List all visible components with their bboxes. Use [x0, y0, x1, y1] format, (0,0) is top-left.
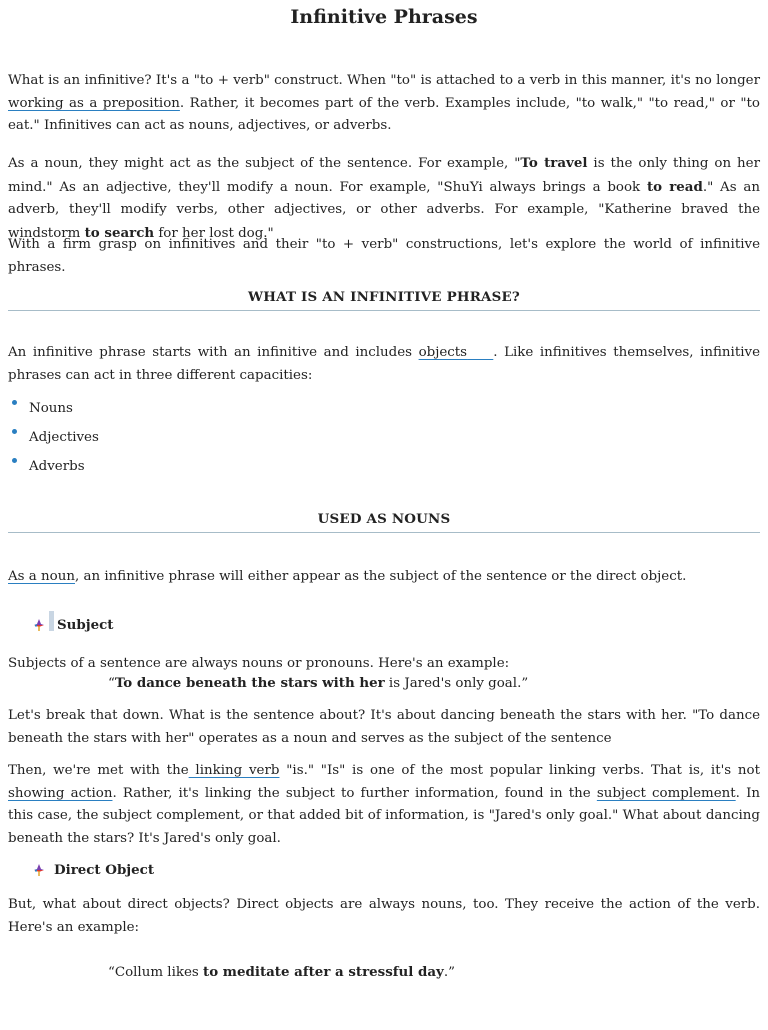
list-item-label: Adjectives	[29, 430, 99, 445]
text: . Like infinitives themselves, infinitive phrases can act in three different capacities:	[8, 345, 760, 383]
text: , an infinitive phrase will either appear as the subject of the sentence or the direct object.	[74, 569, 687, 584]
bullet-icon	[12, 429, 17, 434]
subheading-label: Direct Object	[54, 862, 155, 878]
linking-verb-link[interactable]: linking verb	[188, 763, 280, 778]
text: As a noun, they might act as the subject of the sentence. For example, "	[8, 156, 521, 171]
text: . Rather, it's linking the subject to further information, found in the	[112, 785, 597, 801]
capacities-list	[8, 398, 99, 485]
objects-link-space[interactable]	[467, 345, 493, 360]
text: "is." "Is" is one of the most popular linking verbs. That is, it's not	[279, 763, 761, 778]
section-heading-used-as-nouns: USED AS NOUNS	[8, 508, 760, 533]
text: . In this case, the subject complement, or that added bit of information, is "Jared's only goal." What about dancing beneath the stars? It's Jared's only goal.	[8, 785, 760, 846]
bullet-icon	[12, 458, 17, 463]
bold-example: to search	[84, 224, 155, 241]
text: An infinitive phrase starts with an infinitive and includes	[8, 345, 419, 360]
subject-subheading	[32, 614, 113, 637]
text: . Rather, it becomes part of the verb. Examples include, "to walk," "to read," or "to eat." Infinitives can act as nouns, adjectives, or adverbs.	[8, 95, 760, 133]
intro-paragraph-3: With a firm grasp on infinitives and their "to + verb" constructions, let's explore the world of infinitive phrases.	[8, 237, 760, 275]
text: “Collum likes	[108, 965, 204, 980]
text: Then, we're met with the	[8, 763, 189, 778]
text: is the only thing on her mind." As an adjective, they'll modify a noun. For example, "ShuYi always brings a book	[8, 156, 760, 195]
showing-action-link[interactable]: showing action	[8, 785, 113, 801]
text: for her lost dog."	[154, 225, 274, 241]
breakdown-paragraph: Let's break that down. What is the sentence about? It's about dancing beneath the stars with her. "To dance beneath the stars with her" operates as a noun and serves as the subject of the sentence	[8, 708, 760, 746]
list-item	[8, 427, 99, 456]
bold-example: to read	[646, 178, 703, 195]
bold-example: To travel	[520, 155, 588, 171]
bullet-icon	[12, 400, 17, 405]
subject-example-quote	[108, 672, 528, 696]
text: ." As an adverb, they'll modify verbs, other adjectives, or other adverbs. For example, "Katherine braved the windstorm	[8, 179, 760, 241]
intro-paragraph-1	[8, 70, 760, 138]
intro-paragraph-2	[8, 152, 760, 245]
document-page	[8, 6, 761, 980]
list-item	[8, 456, 99, 485]
subject-paragraph: Subjects of a sentence are always nouns or pronouns. Here's an example:	[8, 656, 510, 671]
bold-example: To dance beneath the stars with her	[114, 675, 385, 691]
text: What is an infinitive? It's a "to + verb" construct. When "to" is attached to a verb in this manner, it's no longer	[8, 73, 760, 88]
objects-link[interactable]: objects	[418, 345, 468, 360]
direct-object-paragraph: But, what about direct objects? Direct objects are always nouns, too. They receive the action of the verb. Here's an example:	[8, 897, 760, 935]
direct-object-subheading	[32, 859, 154, 882]
subject-complement-link[interactable]: subject complement	[596, 785, 736, 801]
pushpin-icon	[32, 863, 46, 877]
text: is Jared's only goal.”	[384, 676, 529, 691]
pushpin-icon	[32, 618, 46, 632]
marker-bar	[49, 611, 54, 631]
list-item-label: Adverbs	[29, 459, 85, 474]
working-as-preposition-link[interactable]: working as a preposition	[8, 95, 180, 111]
section1-paragraph	[8, 342, 760, 387]
text: .”	[443, 965, 455, 980]
section2-paragraph	[8, 566, 760, 589]
bold-example: to meditate after a stressful day	[203, 964, 444, 980]
as-a-noun-link[interactable]: As a noun	[8, 569, 75, 584]
text: “	[108, 676, 115, 691]
subheading-label: Subject	[57, 617, 114, 633]
list-item-label: Nouns	[29, 401, 73, 416]
direct-object-example-quote	[108, 961, 455, 985]
page-title: Infinitive Phrases	[290, 6, 478, 28]
list-item	[8, 398, 99, 427]
section-heading-what-is: WHAT IS AN INFINITIVE PHRASE?	[8, 286, 760, 311]
linking-verb-paragraph	[8, 760, 760, 850]
